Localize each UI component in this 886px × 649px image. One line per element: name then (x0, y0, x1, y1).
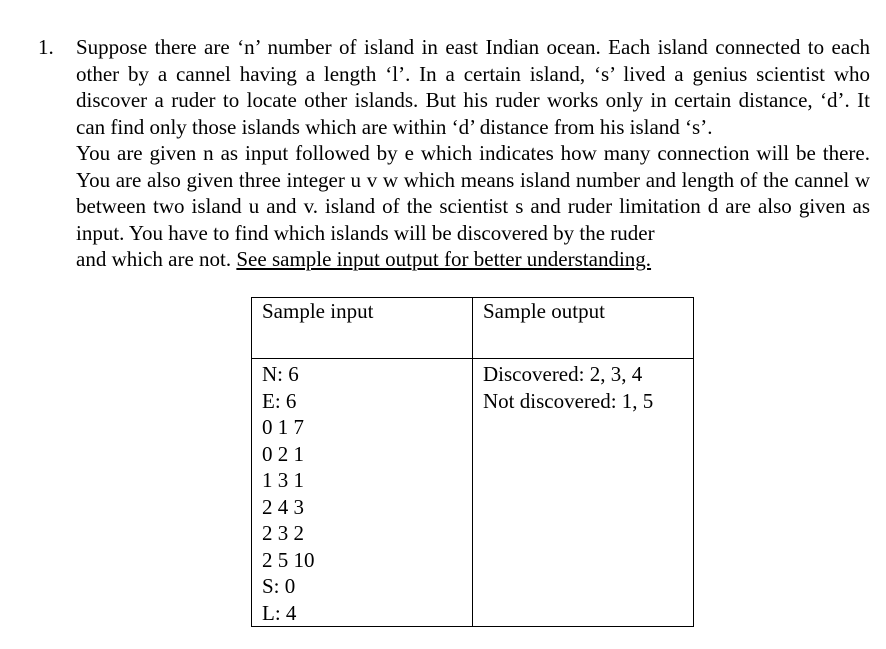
sample-output-cell (473, 359, 694, 627)
sample-input-line: 1 3 1 (262, 468, 304, 492)
sample-input-line: 2 3 2 (262, 521, 304, 545)
problem-paragraph-2 (76, 140, 870, 273)
sample-reference-text: See sample input output for better understanding. (236, 247, 652, 271)
sample-input-line: 2 5 10 (262, 547, 315, 572)
problem-statement (38, 34, 870, 273)
sample-table-body-row (252, 359, 694, 627)
sample-table-header-row (252, 298, 694, 359)
sample-input-line: 0 2 1 (262, 441, 304, 466)
sample-input-line: E: 6 (262, 388, 297, 413)
sample-io-table (251, 297, 694, 627)
sample-input-line: L: 4 (262, 600, 297, 625)
sample-input-line: 0 1 7 (262, 415, 304, 439)
problem-number: 1. (38, 35, 54, 59)
sample-output-header: Sample output (473, 298, 694, 359)
problem-paragraph-1: Suppose there are ‘n’ number of island in east Indian ocean. Each island connected to each other by a cannel having a length ‘l’. In a certain island, ‘s’ lived a genius scientist who discover a ruder to locate other islands. But his ruder works only in certain distance, ‘d’. It can find only those islands which are within ‘d’ distance from his island ‘s’. (76, 35, 870, 139)
problem-paragraph-2-main: You are given n as input followed by e which indicates how many connection will be there. You are also given three integer u v w which means island number and length of the cannel w between two island u and v. island of the scientist s and ruder limitation d are also given as input. You have to find which islands will be discovered by the ruder (76, 141, 870, 245)
sample-input-line: N: 6 (262, 362, 299, 386)
sample-input-line: 2 4 3 (262, 494, 304, 519)
sample-input-cell (252, 359, 473, 627)
sample-output-line: Not discovered: 1, 5 (483, 388, 654, 413)
problem-paragraph-2-end-plain: and which are not. (76, 247, 237, 271)
sample-input-header: Sample input (252, 298, 473, 359)
sample-output-line: Discovered: 2, 3, 4 (483, 362, 643, 386)
problem-paragraph-2-end (76, 246, 870, 273)
sample-input-line: S: 0 (262, 574, 296, 598)
